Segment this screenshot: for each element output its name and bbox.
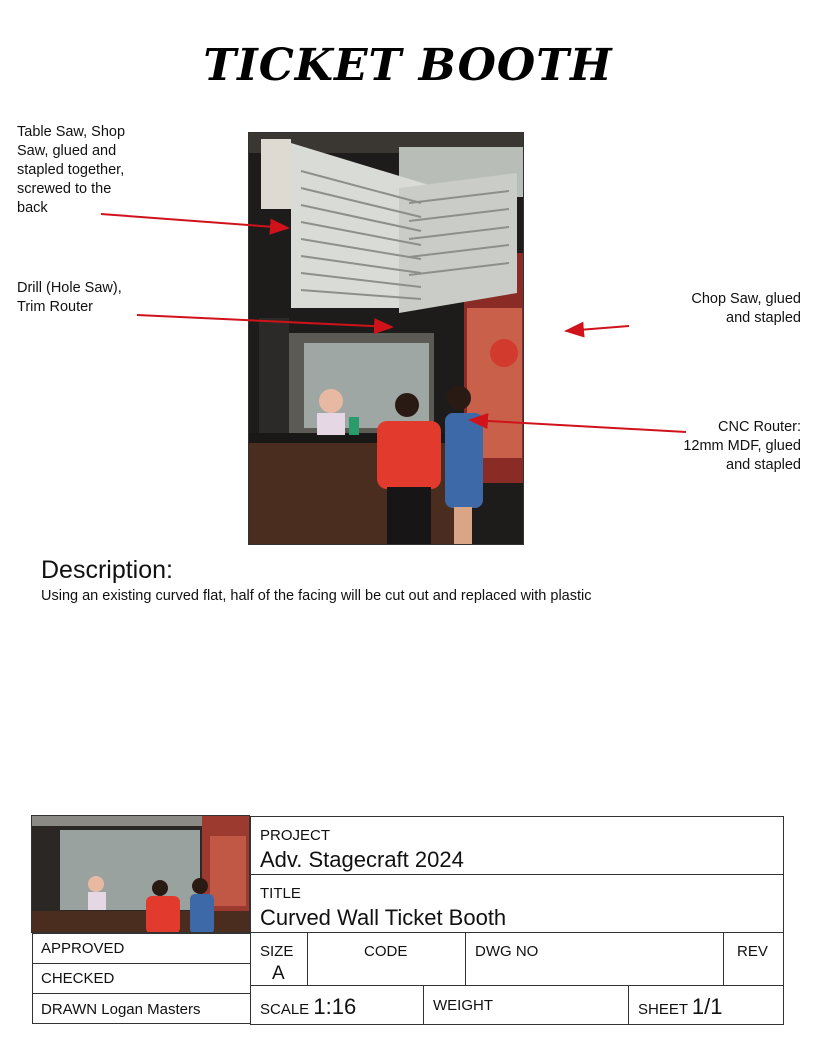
drawn-cell [32,993,251,1024]
code-cell [307,932,466,986]
checked-label: CHECKED [41,970,115,987]
rev-cell [723,932,784,986]
description-heading: Description: [41,556,173,584]
scale-value: 1:16 [313,994,357,1019]
project-cell [250,816,784,875]
title-value: Curved Wall Ticket Booth [260,905,507,930]
code-label: CODE [364,943,408,960]
size-label: SIZE [260,943,294,960]
checked-cell [32,963,251,994]
drawn-by-value: Logan Masters [101,1001,201,1018]
note-chop-saw: Chop Saw, glued and stapled [691,291,801,326]
arrow-chop-saw [566,326,629,331]
title-cell [250,874,784,933]
project-value: Adv. Stagecraft 2024 [260,847,464,872]
weight-label: WEIGHT [433,997,493,1014]
ticket-booth-photo [248,132,524,545]
dwg-no-label: DWG NO [475,943,539,960]
sheet-cell [628,985,784,1025]
weight-cell [423,985,629,1025]
drawn-label: DRAWN Logan Masters [41,1001,201,1018]
size-value: A [272,963,285,984]
scale-cell [250,985,424,1025]
note-drill: Drill (Hole Saw), Trim Router [17,280,122,315]
sheet-value: 1/1 [691,994,723,1019]
rev-label: REV [737,943,768,960]
ticket-booth-thumbnail [32,816,250,933]
note-cnc: CNC Router: 12mm MDF, glued and stapled [683,419,801,473]
title-label: TITLE [260,885,301,902]
approved-label: APPROVED [41,940,125,957]
description-text: Using an existing curved flat, half of the facing will be cut out and replaced with plastic [41,588,592,604]
title-block-thumbnail [31,815,250,933]
page-title: TICKET BOOTH [203,40,613,91]
size-cell [250,932,308,986]
sheet-label: SHEET 1/1 [638,994,723,1019]
dwg-no-cell [465,932,724,986]
note-table-saw: Table Saw, Shop Saw, glued and stapled together, screwed to the back [17,124,126,216]
ticket-booth-illustration [249,133,524,545]
project-label: PROJECT [260,827,331,844]
scale-label: SCALE 1:16 [260,994,357,1019]
approved-cell [32,933,251,964]
